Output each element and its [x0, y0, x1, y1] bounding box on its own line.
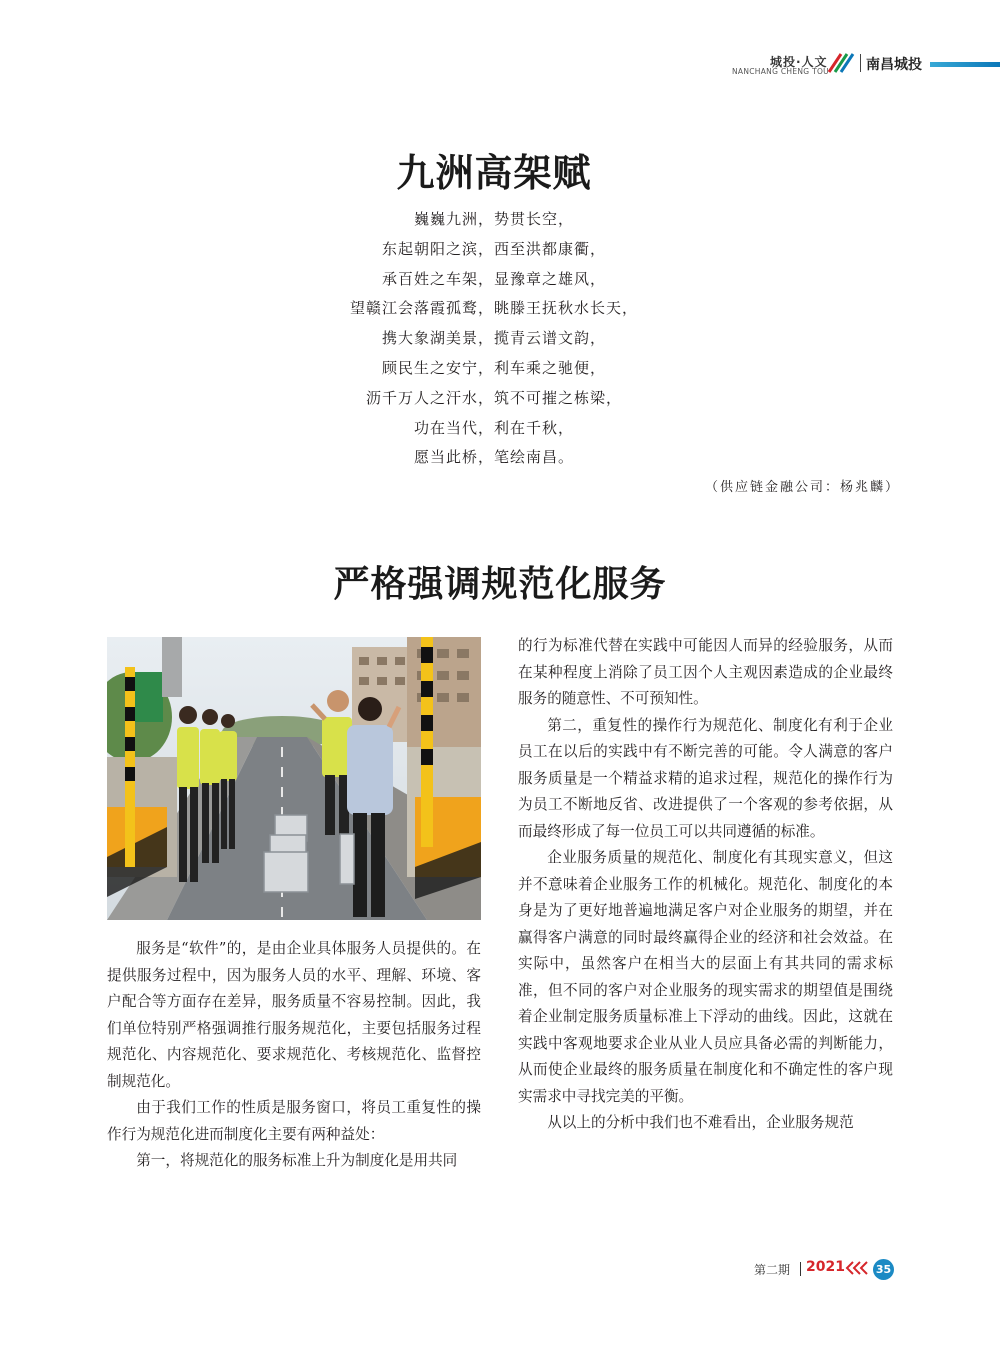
page-header	[0, 48, 1000, 88]
issue-label: 第二期	[754, 1263, 791, 1277]
brand-logo-icon	[827, 50, 855, 74]
article-column-right	[518, 633, 893, 1137]
header-brand: 南昌城投	[866, 57, 922, 73]
poem-line: 愿当此桥，笔绘南昌。	[413, 448, 574, 467]
poem-author-credit: （供应链金融公司：杨兆麟）	[704, 480, 900, 495]
issue-year: 2021	[806, 1259, 845, 1275]
poem-line: 承百姓之车架，显豫章之雄风，	[381, 269, 606, 288]
header-accent-bar	[930, 62, 1000, 67]
poem-line: 望赣江会落霞孤鹜，眺滕王抚秋水长天，	[349, 299, 638, 318]
poem-line: 功在当代，利在千秋，	[413, 418, 574, 437]
poem-body	[0, 205, 988, 473]
poem-line: 携大象湖美景，揽青云谱文韵，	[381, 329, 606, 348]
poem-line: 巍巍九洲，势贯长空，	[413, 210, 574, 228]
footer-divider	[800, 1262, 801, 1276]
poem-line: 东起朝阳之滨，西至洪都康衢，	[381, 239, 606, 258]
poem-title: 九洲高架赋	[396, 151, 592, 195]
toll-station-photo	[107, 637, 481, 920]
poem-line: 沥千万人之汗水，筑不可摧之栋梁，	[365, 388, 622, 407]
chevrons-left-icon	[845, 1261, 871, 1275]
article-column-left	[107, 936, 481, 1175]
header-pinyin: NANCHANG CHENG TOU	[732, 67, 829, 76]
article-paragraph: 的行为标准代替在实践中可能因人而异的经验服务，从而在某种程度上消除了员工因个人主观因素造成的企业最终服务的随意性、不可预知性。	[518, 637, 893, 707]
header-section-label: 城投·人文	[770, 55, 828, 69]
header-divider	[860, 54, 861, 72]
article-paragraph: 服务是“软件”的，是由企业具体服务人员提供的。在提供服务过程中，因为服务人员的水平、理解、环境、客户配合等方面存在差异，服务质量不容易控制。因此，我们单位特别严格强调推行服务规范化，主要包括服务过程规范化、内容规范化、要求规范化、考核规范化、监督控制规范化。	[107, 940, 481, 1090]
article-paragraph: 从以上的分析中我们也不难看出，企业服务规范	[547, 1114, 854, 1131]
article-paragraph: 企业服务质量的规范化、制度化有其现实意义，但这并不意味着企业服务工作的机械化。规范化、制度化的本身是为了更好地普遍地满足客户对企业服务的期望，并在赢得客户满意的同时最终赢得企业的经济和社会效益。在实际中，虽然客户在相当大的层面上有其共同的需求标准，但不同的客户对企业服务的现实需求的期望值是围绕着企业制定服务质量标准上下浮动的曲线。因此，这就在实践中客观地要求企业从业人员应具备必需的判断能力，从而使企业最终的服务质量在制度化和不确定性的客户现实需求中寻找完美的平衡。	[518, 849, 893, 1105]
poem-line: 顾民生之安宁，利车乘之驰便，	[381, 358, 606, 377]
article-paragraph: 第一，将规范化的服务标准上升为制度化是用共同	[136, 1152, 458, 1169]
page-number: 35	[873, 1259, 894, 1280]
article-title: 严格强调规范化服务	[333, 564, 667, 605]
article-paragraph: 由于我们工作的性质是服务窗口，将员工重复性的操作行为规范化进而制度化主要有两种益处：	[107, 1099, 481, 1143]
page-footer	[0, 1259, 1000, 1283]
article-paragraph: 第二，重复性的操作行为规范化、制度化有利于企业员工在以后的实践中有不断完善的可能。令人满意的客户服务质量是一个精益求精的追求过程，规范化的操作行为为员工不断地反省、改进提供了一个客观的参考依据，从而最终形成了每一位员工可以共同遵循的标准。	[518, 716, 893, 840]
